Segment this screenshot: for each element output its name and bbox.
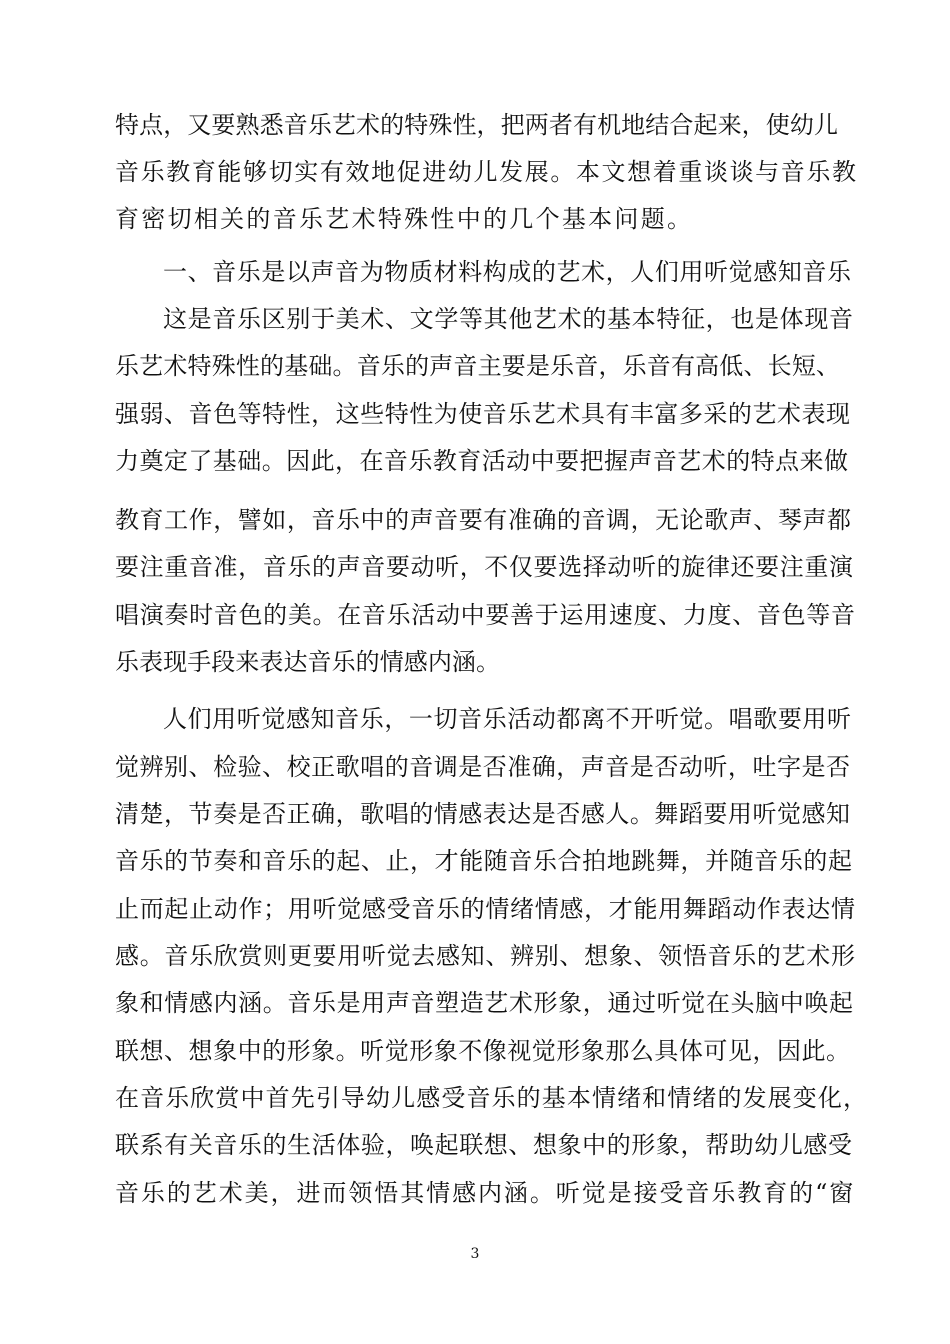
text-line: 这是音乐区别于美术、文学等其他艺术的基本特征，也是体现音 — [163, 305, 854, 333]
text-line: 象和情感内涵。音乐是用声音塑造艺术形象，通过听觉在头脑中唤起 — [115, 989, 854, 1017]
text-line: 清楚，节奏是否正确，歌唱的情感表达是否感人。舞蹈要用听觉感知 — [115, 800, 851, 828]
page-number: 3 — [470, 1246, 480, 1262]
text-line: 育密切相关的音乐艺术特殊性中的几个基本问题。 — [115, 205, 694, 233]
text-line: 止而起止动作；用听觉感受音乐的情绪情感，才能用舞蹈动作表达情 — [115, 895, 856, 923]
text-line: 音乐教育能够切实有效地促进幼儿发展。本文想着重谈谈与音乐教 — [115, 158, 858, 186]
text-line: 在音乐欣赏中首先引导幼儿感受音乐的基本情绪和情绪的发展变化， — [115, 1084, 869, 1112]
text-line: 力奠定了基础。因此，在音乐教育活动中要把握声音艺术的特点来做 — [115, 447, 849, 475]
text-line: 联想、想象中的形象。听觉形象不像视觉形象那么具体可见，因此。 — [115, 1037, 851, 1065]
text-line: 感。音乐欣赏则更要用听觉去感知、辨别、想象、领悟音乐的艺术形 — [115, 942, 856, 970]
text-line: 要注重音准，音乐的声音要动听，不仅要选择动听的旋律还要注重演 — [115, 553, 854, 581]
text-line: 联系有关音乐的生活体验，唤起联想、想象中的形象，帮助幼儿感受 — [115, 1131, 853, 1159]
text-line: 音乐的艺术美，进而领悟其情感内涵。听觉是接受音乐教育的“窗 — [115, 1179, 856, 1207]
text-line: 唱演奏时音色的美。在音乐活动中要善于运用速度、力度、音色等音 — [115, 601, 856, 629]
text-line: 教育工作，譬如，音乐中的声音要有准确的音调，无论歌声、琴声都 — [115, 506, 852, 534]
text-line: 强弱、音色等特性，这些特性为使音乐艺术具有丰富多采的艺术表现 — [115, 400, 851, 428]
text-line: 乐艺术特殊性的基础。音乐的声音主要是乐音，乐音有高低、长短、 — [115, 352, 841, 380]
section-heading: 一、音乐是以声音为物质材料构成的艺术，人们用听觉感知音乐 — [163, 258, 852, 286]
text-line: 人们用听觉感知音乐，一切音乐活动都离不开听觉。唱歌要用听 — [163, 705, 852, 733]
text-line: 音乐的节奏和音乐的起、止，才能随音乐合拍地跳舞，并随音乐的起 — [115, 847, 853, 875]
text-line: 特点，又要熟悉音乐艺术的特殊性，把两者有机地结合起来，使幼儿 — [115, 111, 839, 139]
text-line: 乐表现手段来表达音乐的情感内涵。 — [115, 648, 501, 676]
text-line: 觉辨别、检验、校正歌唱的音调是否准确，声音是否动听，吐字是否 — [115, 753, 851, 781]
